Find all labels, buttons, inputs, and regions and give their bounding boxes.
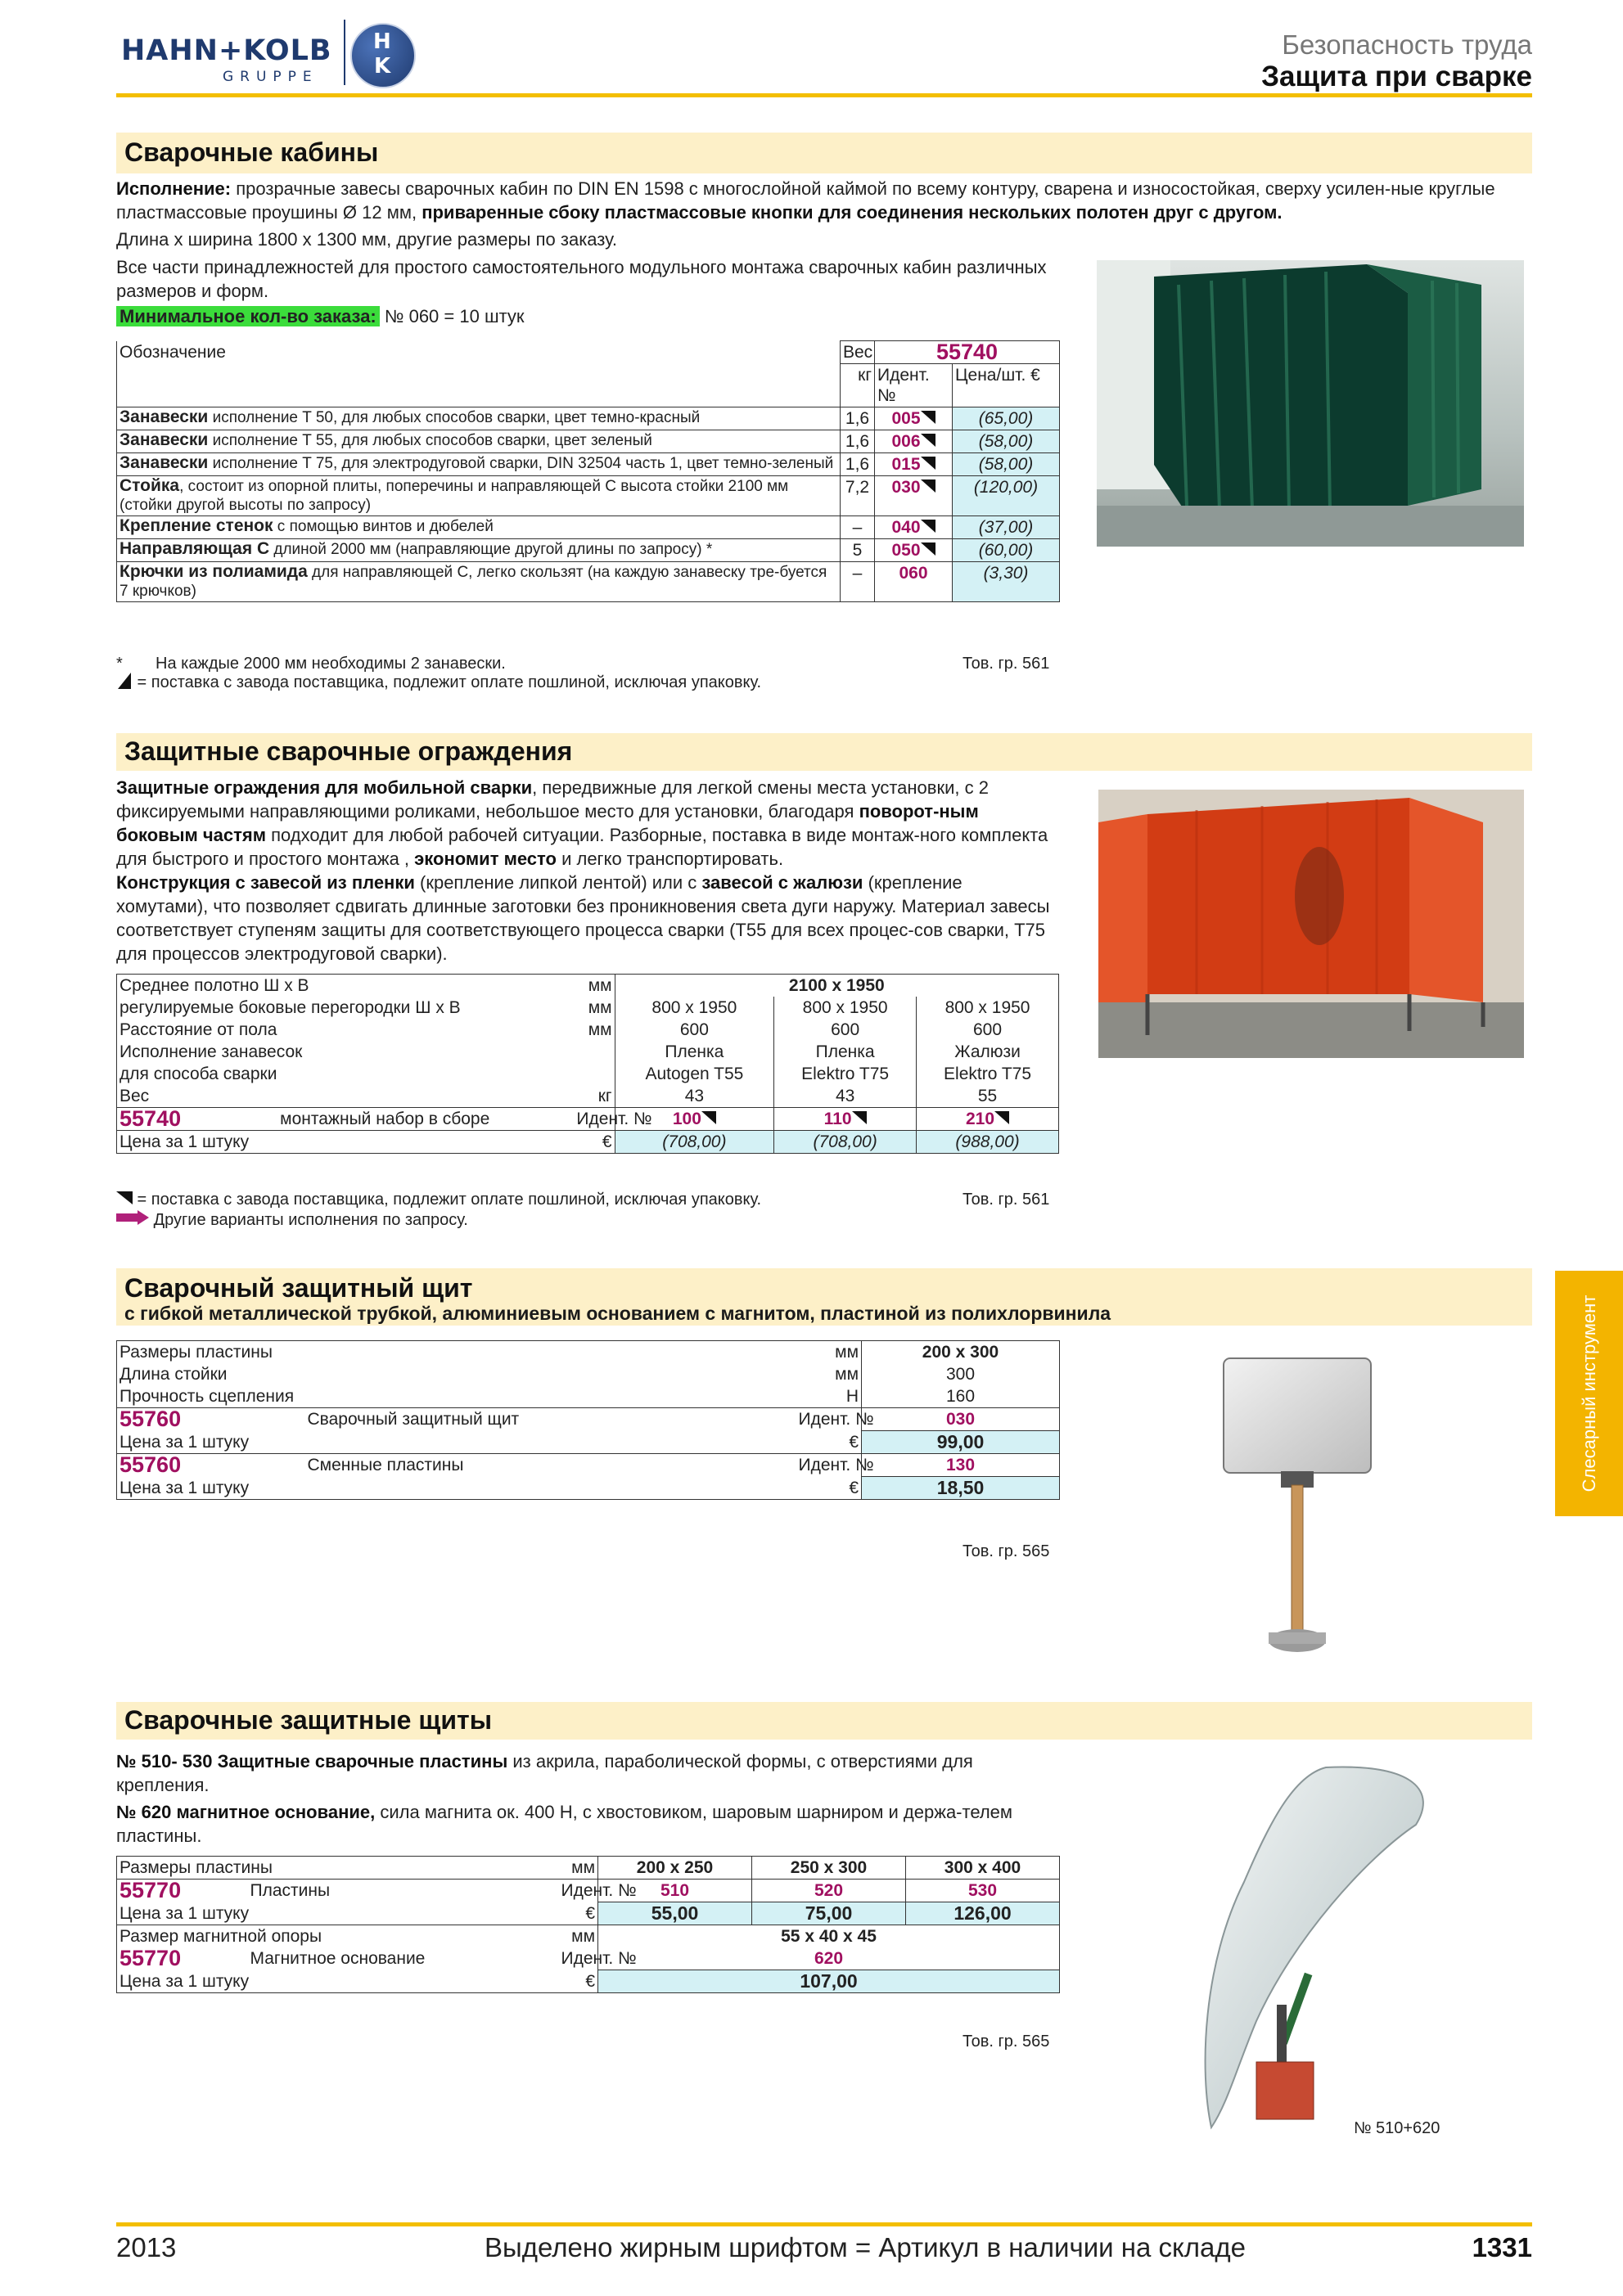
s3-article-2: 55760 bbox=[117, 1454, 305, 1477]
th-article: 55740 bbox=[875, 341, 1060, 364]
s2-spec-row bbox=[117, 1085, 1059, 1108]
s4-id-3: 530 bbox=[906, 1880, 1060, 1902]
s1-row-id: 005 bbox=[875, 407, 953, 430]
s2-spec-row bbox=[117, 975, 1059, 997]
side-tab-locksmith-tools[interactable] bbox=[1555, 1271, 1623, 1516]
s2-spec-value: 600 bbox=[774, 1019, 917, 1041]
s4-id-1: 510 bbox=[598, 1880, 752, 1902]
s4-r2-label: Размер магнитной опоры bbox=[117, 1925, 559, 1948]
s2-spec-row bbox=[117, 1019, 1059, 1041]
s1-row-id: 060 bbox=[875, 562, 953, 602]
factory-flag-icon bbox=[921, 411, 935, 424]
s3-r2-value: 300 bbox=[862, 1363, 1060, 1385]
s1-row-id: 015 bbox=[875, 453, 953, 476]
s3-article-2-id: 130 bbox=[862, 1454, 1060, 1477]
s4-size-3: 300 x 400 bbox=[906, 1857, 1060, 1880]
factory-flag-icon bbox=[921, 520, 935, 533]
welding-shield-photo bbox=[1203, 1354, 1391, 1669]
s2-spec-value: Жалюзи bbox=[917, 1041, 1059, 1063]
s2-spec-label: Вес bbox=[117, 1085, 575, 1108]
s2-spec-row bbox=[117, 997, 1059, 1019]
th-weight: Вес bbox=[841, 341, 875, 364]
welding-screen-photo bbox=[1098, 790, 1524, 1058]
th-name: Обозначение bbox=[117, 341, 841, 407]
s4-r1-unit: мм bbox=[559, 1857, 598, 1880]
s4-line-2: № 620 магнитное основание, сила магнита ок. 400 Н, с хвостовиком, шаровым шарниром и держа-телем пластины. bbox=[116, 1802, 1013, 1846]
s2-currency: € bbox=[574, 1131, 615, 1154]
header-subcategory: Защита при сварке bbox=[1261, 61, 1532, 92]
s1-row-price: (37,00) bbox=[953, 516, 1060, 539]
s1-row-price: (120,00) bbox=[953, 476, 1060, 516]
s2-id-1: 100 bbox=[615, 1108, 774, 1131]
s1-accessories: Все части принадлежностей для простого самостоятельного модульного монтажа сварочных кабин различных размеров и форм. bbox=[116, 257, 1047, 301]
s2-spec-label: для способа сварки bbox=[117, 1063, 575, 1085]
s2-price-1: (708,00) bbox=[615, 1131, 774, 1154]
s1-text: прозрачные завесы сварочных кабин по DIN EN 1598 с многослойной каймой по всему контуру, сварена и износостойкая, сверху усилен-ные круглые пластмассовые проушины Ø 12 мм, bbox=[116, 178, 1495, 223]
factory-flag-icon bbox=[116, 1191, 133, 1204]
s2-price-label: Цена за 1 штуку bbox=[117, 1131, 575, 1154]
s1-footnote-flag: = поставка с завода поставщика, подлежит оплате пошлиной, исключая упаковку. bbox=[116, 673, 761, 692]
arrow-right-icon bbox=[116, 1210, 149, 1225]
s1-table-row bbox=[117, 516, 1060, 539]
factory-flag-icon bbox=[921, 457, 935, 470]
s3-table bbox=[116, 1340, 1060, 1500]
s4-size-2: 250 x 300 bbox=[752, 1857, 906, 1880]
brand-logo-text: HAHN+KOLB bbox=[121, 34, 332, 67]
s2-spec-unit bbox=[574, 1041, 615, 1063]
s2-spec-unit: мм bbox=[574, 975, 615, 997]
s2-spec-unit: мм bbox=[574, 997, 615, 1019]
s4-article-1: 55770 bbox=[117, 1880, 248, 1902]
s2-spec-value: 800 x 1950 bbox=[615, 997, 774, 1019]
s4-article-2-desc: Магнитное основание bbox=[250, 1949, 426, 1968]
s3-article-1-price: 99,00 bbox=[862, 1431, 1060, 1454]
section-bar-welding-screens bbox=[116, 733, 1532, 771]
s4-r1-label: Размеры пластины bbox=[117, 1857, 559, 1880]
s4-price-label: Цена за 1 штуку bbox=[117, 1970, 559, 1993]
page-number: 1331 bbox=[1472, 2232, 1532, 2262]
factory-flag-icon bbox=[994, 1111, 1009, 1124]
s4-table bbox=[116, 1856, 1060, 1993]
s1-product-group: Тов. гр. 561 bbox=[963, 655, 1050, 673]
s1-table-row bbox=[117, 430, 1060, 453]
s1-row-desc: Занавески исполнение T 75, для электродуговой сварки, DIN 32504 часть 1, цвет темно-зеленый bbox=[117, 453, 841, 476]
th-price: Цена/шт. € bbox=[953, 364, 1060, 407]
section-bar-welding-shields bbox=[116, 1702, 1532, 1740]
s1-dimensions: Длина х ширина 1800 х 1300 мм, другие размеры по заказу. bbox=[116, 229, 618, 250]
s3-price-label: Цена за 1 штуку bbox=[117, 1431, 796, 1454]
section-title: Сварочные кабины bbox=[124, 137, 379, 167]
s4-price-2: 75,00 bbox=[752, 1902, 906, 1925]
s1-row-weight: 1,6 bbox=[841, 407, 875, 430]
s2-spec-row bbox=[117, 1041, 1059, 1063]
factory-flag-icon bbox=[921, 542, 935, 556]
welding-cabin-photo bbox=[1097, 260, 1524, 547]
factory-flag-icon bbox=[852, 1111, 867, 1124]
s3-r2-label: Длина стойки bbox=[117, 1363, 796, 1385]
s4-line-1: № 510- 530 Защитные сварочные пластины из акрила, параболической формы, с отверстиями для крепления. bbox=[116, 1751, 973, 1795]
s4-price-3: 126,00 bbox=[906, 1902, 1060, 1925]
s2-spec-value: 600 bbox=[917, 1019, 1059, 1041]
s1-table-row bbox=[117, 407, 1060, 430]
s4-r2-unit: мм bbox=[559, 1925, 598, 1948]
s2-footnote-arrow: Другие варианты исполнения по запросу. bbox=[116, 1210, 468, 1230]
s1-row-price: (60,00) bbox=[953, 539, 1060, 562]
s4-id-label: Идент. № bbox=[559, 1880, 598, 1902]
s2-spec-unit: кг bbox=[574, 1085, 615, 1108]
s3-currency: € bbox=[796, 1477, 862, 1500]
s4-price-label: Цена за 1 штуку bbox=[117, 1902, 559, 1925]
s1-row-weight: 5 bbox=[841, 539, 875, 562]
s3-r3-value: 160 bbox=[862, 1385, 1060, 1408]
s4-image-caption: № 510+620 bbox=[1354, 2119, 1440, 2137]
min-order-label: Минимальное кол-во заказа: bbox=[116, 306, 380, 326]
side-tab-label: Слесарный инструмент bbox=[1579, 1294, 1599, 1492]
s2-spec-label: Исполнение занавесок bbox=[117, 1041, 575, 1063]
s4-id-2: 520 bbox=[752, 1880, 906, 1902]
s3-r1-unit: мм bbox=[796, 1341, 862, 1364]
s4-r2-value: 55 x 40 x 45 bbox=[598, 1925, 1060, 1948]
s1-row-desc: Крепление стенок с помощью винтов и дюбелей bbox=[117, 516, 841, 539]
s2-spec-value: 800 x 1950 bbox=[917, 997, 1059, 1019]
s2-footnote-flag: = поставка с завода поставщика, подлежит оплате пошлиной, исключая упаковку. bbox=[116, 1191, 761, 1209]
s3-article-1: 55760 bbox=[117, 1408, 305, 1431]
s3-currency: € bbox=[796, 1431, 862, 1454]
th-unit: кг bbox=[841, 364, 875, 407]
s3-article-2-desc: Сменные пластины bbox=[305, 1454, 796, 1477]
s4-currency: € bbox=[559, 1902, 598, 1925]
s2-spec-value: Autogen T55 bbox=[615, 1063, 774, 1085]
s2-spec-value: 43 bbox=[615, 1085, 774, 1108]
s2-product-group: Тов. гр. 561 bbox=[963, 1191, 1050, 1209]
s2-spec-value: Elektro T75 bbox=[917, 1063, 1059, 1085]
s1-row-weight: 7,2 bbox=[841, 476, 875, 516]
s4-article-1-desc: Пластины bbox=[248, 1880, 559, 1902]
s1-row-id: 006 bbox=[875, 430, 953, 453]
s2-spec-value: 600 bbox=[615, 1019, 774, 1041]
s2-spec-unit: мм bbox=[574, 1019, 615, 1041]
s3-r1-label: Размеры пластины bbox=[117, 1341, 796, 1364]
s2-spec-label: Расстояние от пола bbox=[117, 1019, 575, 1041]
brand-emblem-icon bbox=[350, 23, 416, 88]
s4-id-label: Идент. № bbox=[559, 1947, 598, 1970]
s2-spec-value: 55 bbox=[917, 1085, 1059, 1108]
s1-bold-text: приваренные сбоку пластмассовые кнопки для соединения нескольких полотен друг с другом. bbox=[422, 202, 1283, 223]
s3-article-1-desc: Сварочный защитный щит bbox=[305, 1408, 796, 1431]
s4-article-2-id: 620 bbox=[598, 1947, 1060, 1970]
s2-spec-unit bbox=[574, 1063, 615, 1085]
s1-table-row bbox=[117, 476, 1060, 516]
footer-year: 2013 bbox=[116, 2232, 177, 2262]
s1-row-desc: Крючки из полиамида для направляющей C, легко скользят (на каждую занавеску тре-буется 7 крючков) bbox=[117, 562, 841, 602]
s1-footnote-star-mark: * bbox=[116, 655, 123, 673]
s1-row-weight: – bbox=[841, 562, 875, 602]
section-title: Защитные сварочные ограждения bbox=[124, 736, 573, 766]
factory-flag-icon bbox=[921, 479, 935, 493]
s2-table bbox=[116, 974, 1059, 1154]
s2-spec-value: Elektro T75 bbox=[774, 1063, 917, 1085]
s3-r2-unit: мм bbox=[796, 1363, 862, 1385]
s1-row-weight: 1,6 bbox=[841, 430, 875, 453]
th-id: Идент. № bbox=[875, 364, 953, 407]
s1-table-row bbox=[117, 539, 1060, 562]
factory-flag-icon bbox=[701, 1111, 716, 1124]
s2-price-2: (708,00) bbox=[774, 1131, 917, 1154]
section-subtitle: с гибкой металлической трубкой, алюминиевым основанием с магнитом, пластиной из полихлорвинила bbox=[124, 1303, 1111, 1324]
s1-row-price: (58,00) bbox=[953, 453, 1060, 476]
s4-price-1: 55,00 bbox=[598, 1902, 752, 1925]
section-title: Сварочный защитный щит bbox=[124, 1273, 473, 1303]
s1-row-id: 040 bbox=[875, 516, 953, 539]
emblem-letter-top: H bbox=[373, 29, 391, 54]
s2-article-desc: монтажный набор в сборе bbox=[277, 1108, 574, 1131]
s4-article-2: 55770 bbox=[117, 1947, 248, 1970]
factory-flag-icon bbox=[921, 434, 935, 447]
s2-spec-value: Пленка bbox=[615, 1041, 774, 1063]
s3-id-label: Идент. № bbox=[796, 1408, 862, 1431]
s1-row-weight: – bbox=[841, 516, 875, 539]
section-title: Сварочные защитные щиты bbox=[124, 1705, 493, 1735]
s2-spec-row bbox=[117, 1063, 1059, 1085]
s2-article: 55740 bbox=[117, 1108, 278, 1131]
s1-min-order bbox=[116, 304, 525, 328]
s2-description-1: Защитные ограждения для мобильной сварки, передвижные для легкой смены места установки, с 2 фиксируемыми направляющими роликами, небольшое место для установки, благодаря поворот-ным боковым частям подходит для любой рабочей ситуации. Разборные, поставка в виде монтаж-ного комплекта для быстрого и простого монтажа , экономит место и легко транспортировать. bbox=[116, 777, 1048, 869]
s2-spec-value: 43 bbox=[774, 1085, 917, 1108]
s3-r1-value: 200 x 300 bbox=[862, 1341, 1060, 1364]
factory-flag-icon bbox=[116, 674, 133, 687]
s2-description-2: Конструкция с завесой из пленки (крепление липкой лентой) или с завесой с жалюзи (крепление хомутами), что позволяет сдвигать длинные заготовки без проникновения света дуги наружу. Материал завесы соответствует ступеням защиты для соответствующего процесса сварки (T55 для всех процес-сов сварки, T75 для процессов электродуговой сварки). bbox=[116, 872, 1050, 964]
emblem-letter-bottom: K bbox=[374, 54, 391, 79]
s1-row-id: 030 bbox=[875, 476, 953, 516]
s2-id-2: 110 bbox=[774, 1108, 917, 1131]
s3-price-label: Цена за 1 штуку bbox=[117, 1477, 796, 1500]
min-order-value: № 060 = 10 штук bbox=[379, 306, 525, 326]
s2-spec-value: Пленка bbox=[774, 1041, 917, 1063]
s3-r3-unit: Н bbox=[796, 1385, 862, 1408]
s2-id-label: Идент. № bbox=[574, 1108, 615, 1131]
s1-row-desc: Занавески исполнение T 50, для любых способов сварки, цвет темно-красный bbox=[117, 407, 841, 430]
s1-lead: Исполнение: bbox=[116, 178, 232, 199]
s2-spec-label: регулируемые боковые перегородки Ш х В bbox=[117, 997, 575, 1019]
logo-divider bbox=[344, 20, 345, 85]
s2-spec-value: 2100 x 1950 bbox=[615, 975, 1058, 997]
s2-id-3: 210 bbox=[917, 1108, 1059, 1131]
s1-table bbox=[116, 340, 1060, 602]
s3-article-2-price: 18,50 bbox=[862, 1477, 1060, 1500]
s4-currency: € bbox=[559, 1970, 598, 1993]
parabolic-shield-photo bbox=[1179, 1759, 1440, 2144]
header-category: Безопасность труда bbox=[1282, 29, 1532, 60]
s3-id-label: Идент. № bbox=[796, 1454, 862, 1477]
footer-rule bbox=[116, 2222, 1532, 2226]
s4-size-1: 200 x 250 bbox=[598, 1857, 752, 1880]
s1-row-desc: Занавески исполнение T 55, для любых способов сварки, цвет зеленый bbox=[117, 430, 841, 453]
s1-description bbox=[116, 177, 1532, 224]
s1-row-desc: Направляющая C длиной 2000 мм (направляющие другой длины по запросу) * bbox=[117, 539, 841, 562]
s1-footnote-star: На каждые 2000 мм необходимы 2 занавески. bbox=[156, 655, 506, 673]
s3-article-1-id: 030 bbox=[862, 1408, 1060, 1431]
footer-note: Выделено жирным шрифтом = Артикул в наличии на складе bbox=[485, 2232, 1246, 2262]
s2-price-3: (988,00) bbox=[917, 1131, 1059, 1154]
section-bar-welding-shield bbox=[116, 1268, 1532, 1326]
s4-product-group: Тов. гр. 565 bbox=[963, 2033, 1050, 2051]
s1-row-price: (58,00) bbox=[953, 430, 1060, 453]
s1-row-desc: Стойка, состоит из опорной плиты, поперечины и направляющей C высота стойки 2100 мм (стойки другой высоты по запросу) bbox=[117, 476, 841, 516]
s1-row-id: 050 bbox=[875, 539, 953, 562]
s1-table-row bbox=[117, 562, 1060, 602]
s2-spec-label: Среднее полотно Ш х В bbox=[117, 975, 575, 997]
s1-row-weight: 1,6 bbox=[841, 453, 875, 476]
section-bar-welding-cabins bbox=[116, 133, 1532, 173]
s1-row-price: (3,30) bbox=[953, 562, 1060, 602]
s1-table-row bbox=[117, 453, 1060, 476]
s4-article-2-price: 107,00 bbox=[598, 1970, 1060, 1993]
s3-product-group: Тов. гр. 565 bbox=[963, 1542, 1050, 1560]
header-rule bbox=[116, 93, 1532, 97]
brand-logo-subtitle: GRUPPE bbox=[223, 69, 318, 85]
s2-spec-value: 800 x 1950 bbox=[774, 997, 917, 1019]
s1-row-price: (65,00) bbox=[953, 407, 1060, 430]
s3-r3-label: Прочность сцепления bbox=[117, 1385, 796, 1408]
